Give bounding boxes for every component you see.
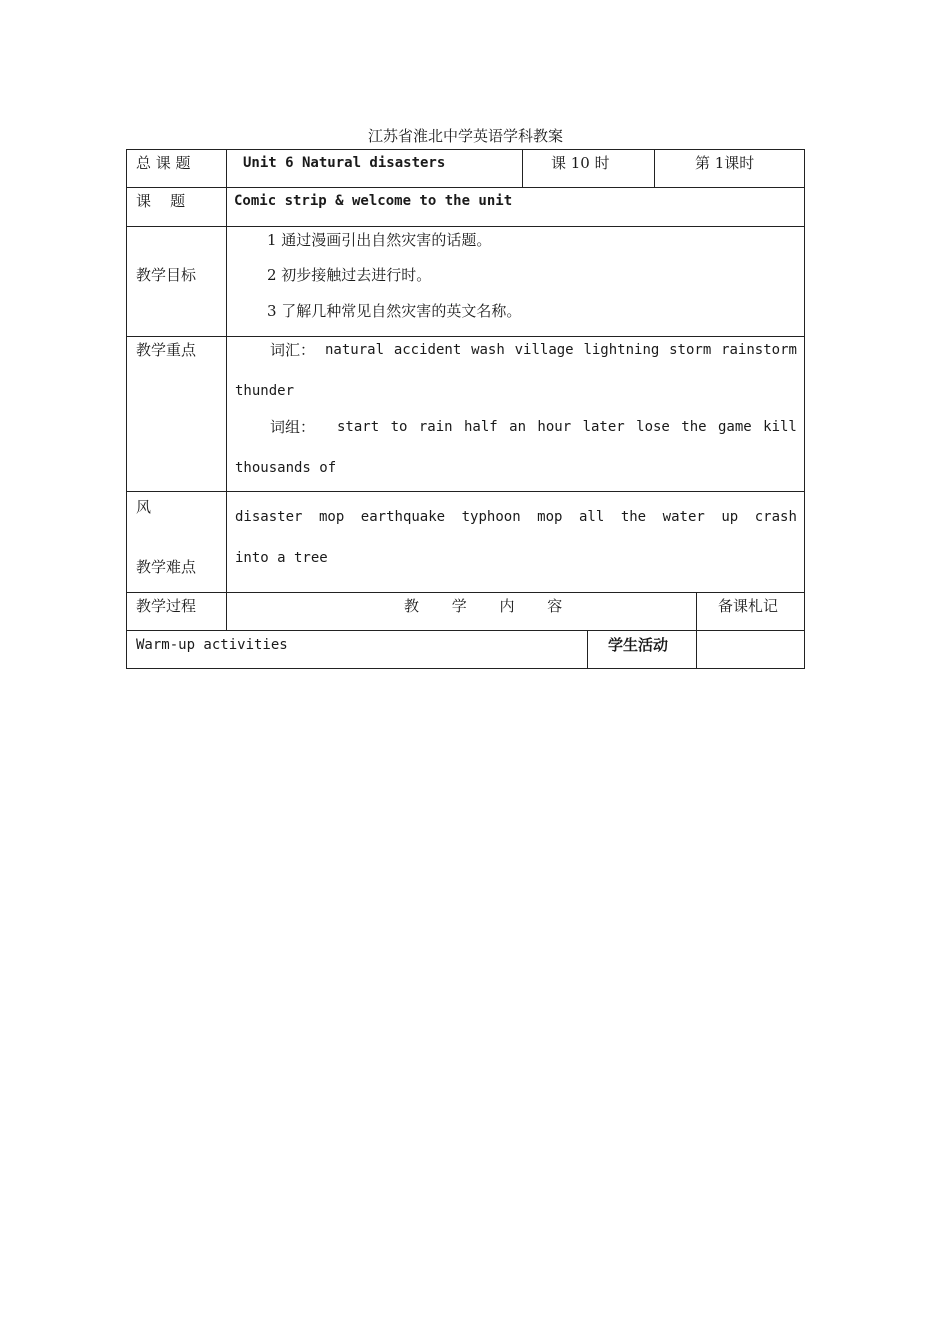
difficulty-word: all — [579, 509, 605, 525]
student-activity-header: 学生活动 — [608, 636, 669, 654]
column-divider — [226, 150, 227, 630]
vocab-word: village — [514, 342, 574, 358]
phrase-word: half — [464, 419, 498, 435]
vocab-line — [325, 340, 797, 360]
process-label: 教学过程 — [136, 597, 197, 615]
vocab-tail: thunder — [235, 383, 295, 399]
phrase-word: an — [509, 419, 526, 435]
phrase-word: the — [681, 419, 707, 435]
difficulties-line — [235, 507, 797, 527]
difficulty-word: up — [721, 509, 739, 525]
column-divider — [522, 150, 523, 187]
unit-title: Unit 6 Natural disasters — [243, 155, 446, 171]
vocab-word: storm — [669, 342, 712, 358]
phrase-word: rain — [418, 419, 453, 435]
notes-header: 备课札记 — [718, 597, 779, 615]
phrase-word: kill — [763, 419, 797, 435]
difficulty-word: disaster — [235, 509, 303, 525]
difficulty-word: crash — [754, 509, 797, 525]
document-title: 江苏省淮北中学英语学科教案 — [367, 127, 563, 145]
row-divider — [127, 491, 804, 492]
phrase-prefix: 词组： — [270, 418, 316, 436]
difficulty-word: typhoon — [461, 509, 521, 525]
phrase-word: hour — [537, 419, 572, 435]
objective-item: 2 初步接触过去进行时。 — [267, 266, 432, 284]
period: 第 1课时 — [695, 154, 755, 172]
column-divider — [654, 150, 655, 187]
objective-item: 1 通过漫画引出自然灾害的话题。 — [267, 231, 492, 249]
phrase-word: to — [390, 419, 408, 435]
phrase-word: start — [337, 419, 380, 435]
content-header: 教 学 内 容 — [404, 597, 577, 615]
row-divider — [127, 592, 804, 593]
topic-label: 课 题 — [136, 192, 186, 210]
column-divider — [587, 630, 588, 668]
objectives-label: 教学目标 — [136, 266, 197, 284]
lesson-count: 课 10 时 — [551, 154, 610, 172]
difficulty-word: the — [620, 509, 647, 525]
row-divider — [127, 630, 804, 631]
row-divider — [127, 336, 804, 337]
objective-item: 3 了解几种常见自然灾害的英文名称。 — [267, 302, 522, 320]
vocab-word: wash — [471, 342, 505, 358]
topic-value: Comic strip & welcome to the unit — [234, 193, 513, 209]
difficulties-line-2: into a tree — [235, 550, 328, 566]
difficulty-word: water — [662, 509, 705, 525]
difficulties-label: 教学难点 — [136, 558, 197, 576]
column-divider — [696, 592, 697, 668]
phrase-word: lose — [636, 419, 670, 435]
vocab-prefix: 词汇： — [270, 341, 316, 359]
difficulty-word: mop — [537, 509, 563, 525]
vocab-word: accident — [393, 342, 462, 358]
difficulty-word: earthquake — [360, 509, 446, 525]
vocab-word: lightning — [583, 342, 660, 358]
row-divider — [127, 187, 804, 188]
phrase-line — [337, 417, 797, 437]
phrase-word: later — [582, 419, 625, 435]
difficulties-label-top: 风 — [136, 498, 152, 516]
warmup-activity: Warm-up activities — [136, 637, 288, 653]
difficulty-word: mop — [318, 509, 345, 525]
unit-label: 总 课 题 — [136, 154, 191, 172]
key-points-label: 教学重点 — [136, 341, 197, 359]
row-divider — [127, 226, 804, 227]
lesson-plan-table — [126, 149, 805, 669]
vocab-word: natural — [325, 342, 385, 358]
vocab-word: rainstorm — [721, 342, 797, 358]
phrase-tail: thousands of — [235, 460, 337, 476]
phrase-word: game — [718, 419, 752, 435]
